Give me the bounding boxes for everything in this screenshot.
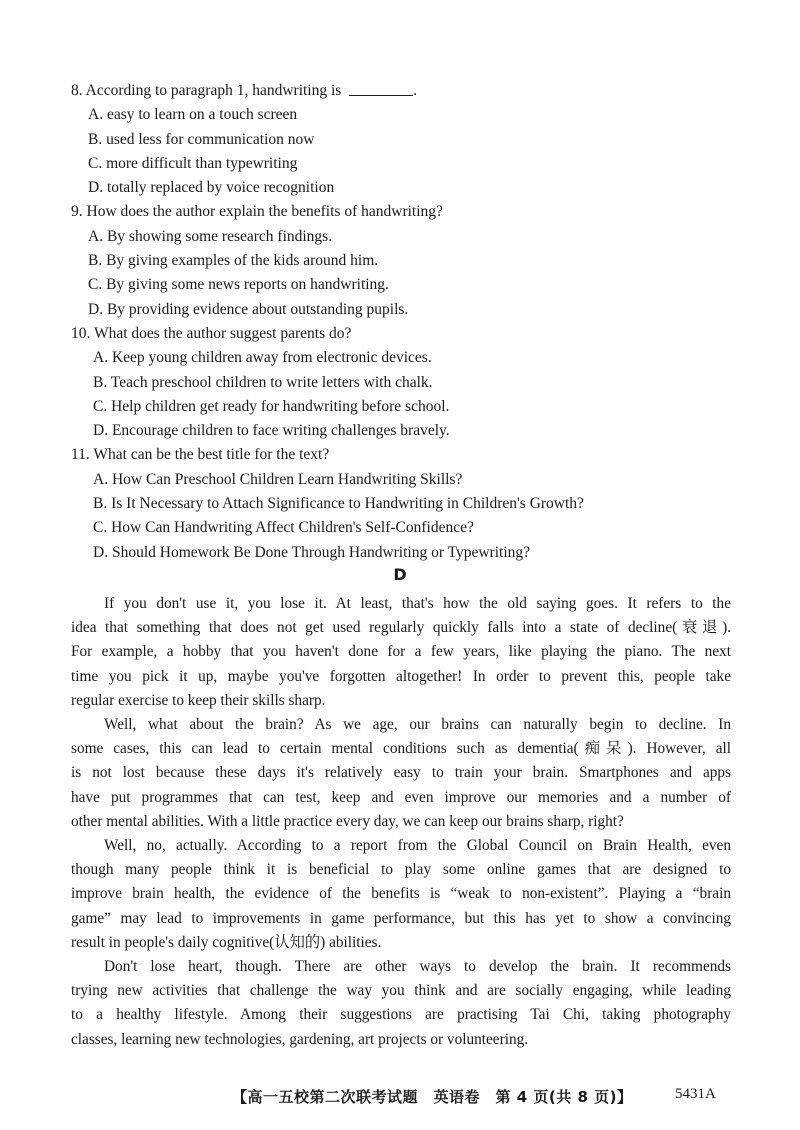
passage-line: result in people's daily cognitive(认知的) abilities. bbox=[71, 933, 382, 951]
reading-passage bbox=[71, 592, 731, 1052]
passage-line: For example, a hobby that you haven't done for a few years, like playing the piano. The next bbox=[71, 643, 731, 661]
question-list bbox=[71, 79, 741, 565]
answer-blank bbox=[349, 81, 413, 96]
option: B. used less for communication now bbox=[88, 130, 315, 148]
option: D. By providing evidence about outstanding pupils. bbox=[88, 300, 409, 318]
option: D. Should Homework Be Done Through Handwriting or Typewriting? bbox=[93, 543, 531, 561]
option: D. Encourage children to face writing challenges bravely. bbox=[93, 422, 450, 440]
question-8-stem: 8. According to paragraph 1, handwriting is bbox=[71, 82, 346, 99]
option: A. easy to learn on a touch screen bbox=[88, 106, 298, 124]
passage-line: improve brain health, the evidence of the benefits is “weak to non-existent”. Playing a “brain bbox=[71, 885, 731, 903]
question-11-stem: 11. What can be the best title for the text? bbox=[71, 446, 330, 464]
option: A. How Can Preschool Children Learn Handwriting Skills? bbox=[93, 470, 463, 488]
passage-line: Well, what about the brain? As we age, our brains can naturally begin to decline. In bbox=[104, 716, 731, 734]
passage-line: time you pick it up, maybe you've forgotten altogether! In order to prevent this, people take bbox=[71, 667, 731, 685]
option: A. By showing some research findings. bbox=[88, 227, 333, 245]
passage-line: is not lost because these days it's relatively easy to train your brain. Smartphones and apps bbox=[71, 764, 731, 782]
passage-line: idea that something that does not get used regularly quickly falls into a state of decline(衰退). bbox=[71, 619, 731, 637]
option: C. How Can Handwriting Affect Children's Self-Confidence? bbox=[93, 519, 474, 537]
passage-line: game” may lead to improvements in game performance, but this has yet to show a convincing bbox=[71, 909, 731, 927]
option: A. Keep young children away from electronic devices. bbox=[93, 349, 432, 367]
question-9-stem: 9. How does the author explain the benefits of handwriting? bbox=[71, 203, 443, 221]
option: C. more difficult than typewriting bbox=[88, 154, 298, 172]
option: B. Is It Necessary to Attach Significance to Handwriting in Children's Growth? bbox=[93, 495, 584, 513]
option: C. By giving some news reports on handwriting. bbox=[88, 276, 389, 294]
section-heading: D bbox=[393, 565, 407, 584]
question-8-stem-end: . bbox=[413, 82, 418, 99]
question-10-stem: 10. What does the author suggest parents do? bbox=[71, 324, 352, 342]
passage-line: regular exercise to keep their skills sharp. bbox=[71, 691, 326, 709]
passage-paragraph-2 bbox=[71, 713, 731, 834]
question-stem bbox=[71, 79, 741, 103]
option: C. Help children get ready for handwriting before school. bbox=[93, 397, 450, 415]
passage-line: other mental abilities. With a little practice every day, we can keep our brains sharp, right? bbox=[71, 812, 624, 830]
option: D. totally replaced by voice recognition bbox=[88, 179, 335, 197]
passage-line: Don't lose heart, though. There are other ways to develop the brain. It recommends bbox=[104, 958, 731, 976]
option: B. Teach preschool children to write letters with chalk. bbox=[93, 373, 433, 391]
passage-paragraph-4 bbox=[71, 955, 731, 1052]
passage-paragraph-1 bbox=[71, 592, 731, 713]
passage-line: to a healthy lifestyle. Among their suggestions are practising Tai Chi, taking photography bbox=[71, 1006, 731, 1024]
passage-line: have put programmes that can test, keep and even improve our memories and a number of bbox=[71, 788, 731, 806]
passage-paragraph-3 bbox=[71, 834, 731, 955]
passage-line: some cases, this can lead to certain mental conditions such as dementia(痴呆). However, all bbox=[71, 740, 731, 758]
option: B. By giving examples of the kids around him. bbox=[88, 252, 379, 270]
passage-line: If you don't use it, you lose it. At least, that's how the old saying goes. It refers to the bbox=[104, 595, 731, 612]
passage-line: classes, learning new technologies, gardening, art projects or volunteering. bbox=[71, 1030, 529, 1048]
footer-exam-info: 【高一五校第二次联考试题 英语卷 第 4 页(共 8 页)】 bbox=[232, 1088, 633, 1106]
footer-paper-code: 5431A bbox=[675, 1086, 716, 1102]
passage-line: though many people think it is beneficial to play some online games that are designed to bbox=[71, 861, 731, 879]
passage-line: Well, no, actually. According to a report from the Global Council on Brain Health, even bbox=[104, 837, 731, 855]
page-footer bbox=[0, 1086, 800, 1110]
passage-line: trying new activities that challenge the way you think and are socially engaging, while leading bbox=[71, 982, 731, 1000]
